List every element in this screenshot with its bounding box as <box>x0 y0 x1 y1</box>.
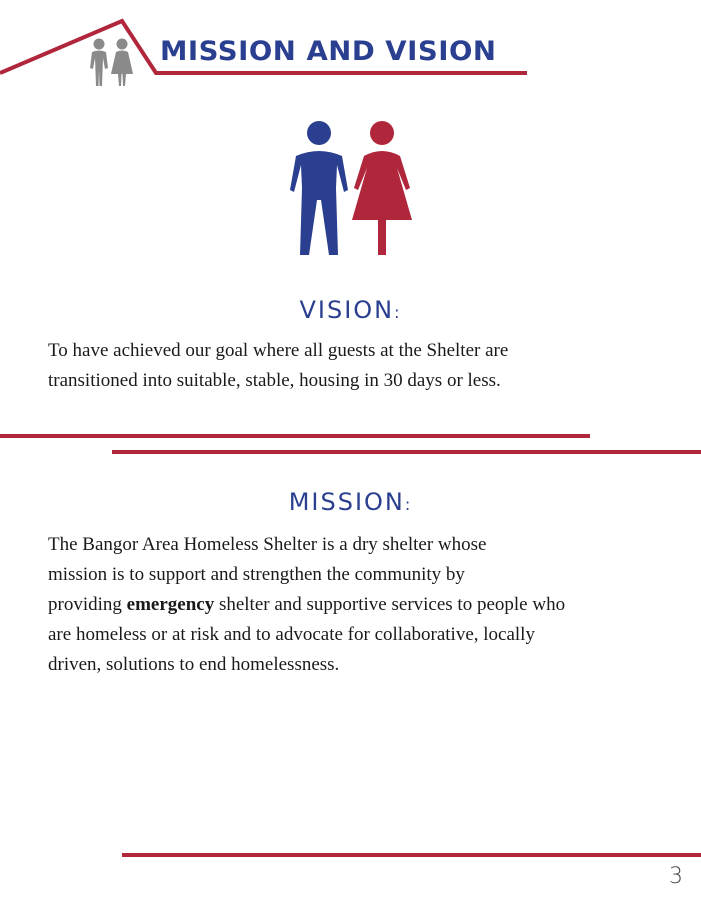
man-figure <box>290 121 348 255</box>
footer-rule <box>122 853 701 857</box>
mission-line-5: driven, solutions to end homelessness. <box>48 654 340 675</box>
page-number: 3 <box>669 864 683 889</box>
mission-heading-colon: : <box>404 495 413 514</box>
mission-line-3 <box>48 590 565 620</box>
mission-line-2: mission is to support and strengthen the community by <box>48 564 465 585</box>
mission-line-3-pre: providing <box>48 594 127 615</box>
vision-line-2: transitioned into suitable, stable, housing in 30 days or less. <box>48 370 501 391</box>
mission-emphasis: emergency <box>126 594 215 615</box>
vision-line-1: To have achieved our goal where all guests at the Shelter are <box>48 340 509 361</box>
mission-line-1: The Bangor Area Homeless Shelter is a dry shelter whose <box>48 534 487 555</box>
mission-line-4: are homeless or at risk and to advocate for collaborative, locally <box>48 624 535 645</box>
page-title: MISSION AND VISION <box>160 36 497 67</box>
mission-line-3-post: shelter and supportive services to people who <box>214 594 566 615</box>
divider-rule <box>112 450 701 454</box>
vision-statement <box>48 336 508 396</box>
vision-heading-colon: : <box>394 303 402 322</box>
mission-heading <box>0 488 701 516</box>
people-icon <box>90 39 133 87</box>
man-woman-icon <box>286 120 416 258</box>
vision-heading <box>0 296 701 324</box>
mission-statement <box>48 530 565 680</box>
woman-figure <box>352 121 412 255</box>
divider-rule <box>0 434 590 438</box>
mission-heading-text: MISSION <box>288 488 405 516</box>
vision-heading-text: VISION <box>299 296 395 324</box>
